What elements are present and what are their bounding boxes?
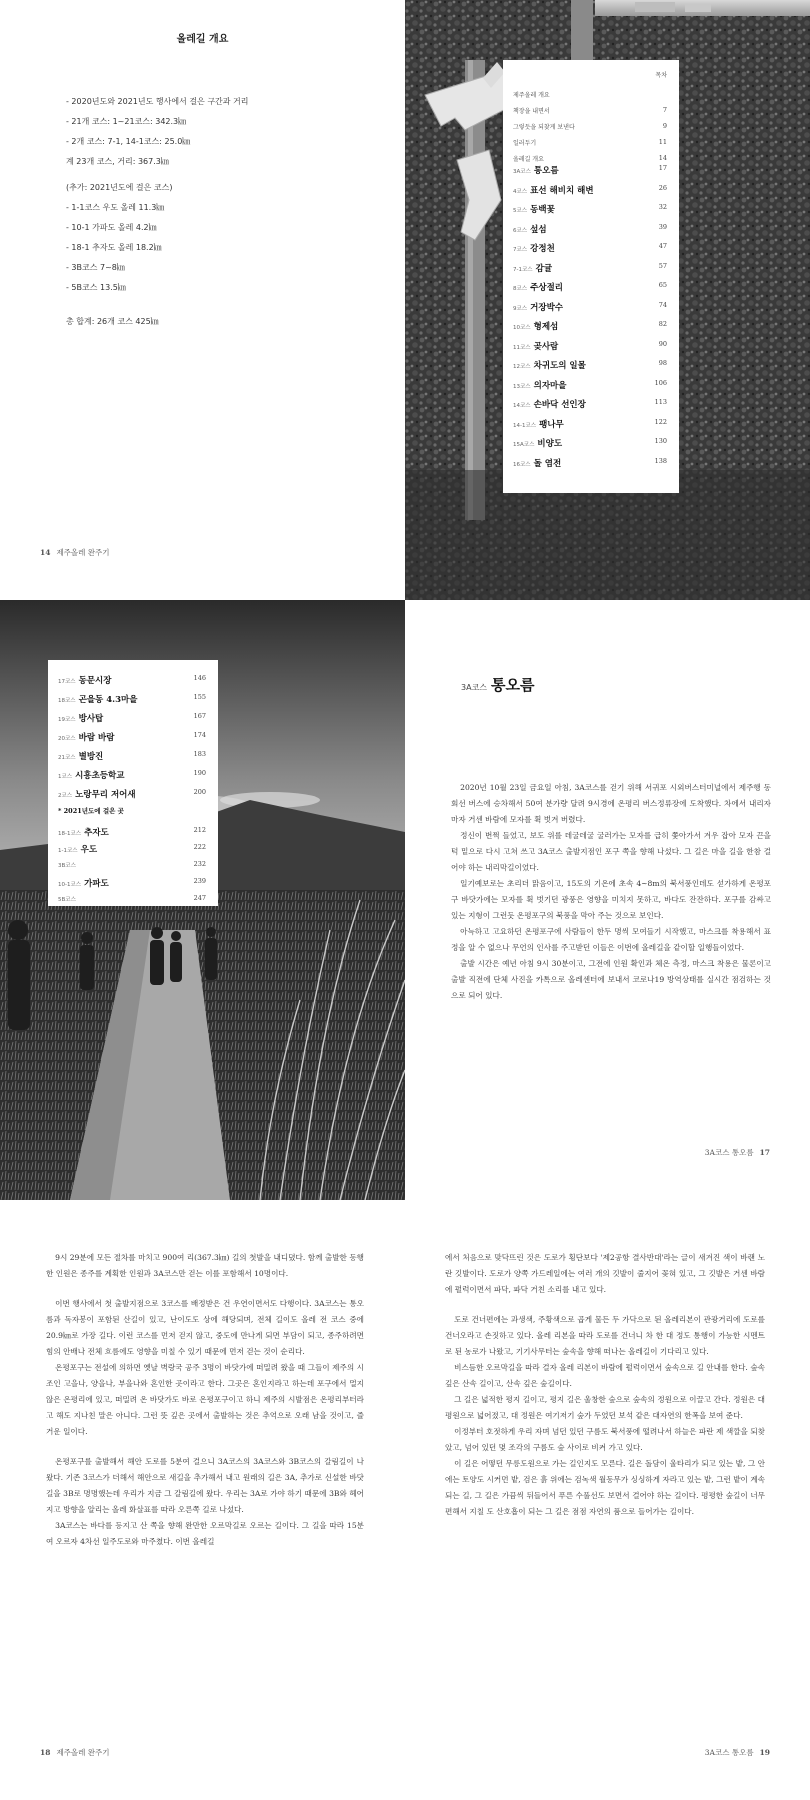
overview-line: (추가: 2021년도에 걸은 코스)	[66, 183, 173, 192]
toc-entry[interactable]	[513, 164, 667, 176]
toc-entry-title: 표선 해비치 해변	[530, 185, 594, 196]
chapter-title: 3A코스 통오름	[704, 1748, 754, 1757]
paragraph: 일기예보로는 초리더 맑음이고, 15도의 기온에 초속 4~8m의 북서풍인데도 섣가하게 온평포구 바닷가에는 모자를 휙 벗기던 광풍은 영향을 미치지 못하고, 바다도 잔잔하다. 포구를 감싸고 있는 지형이 그런듯 온평포구의 북풍을 막아 주는 것으로 보인다.	[451, 879, 771, 920]
toc-page-number: 74	[658, 300, 667, 309]
toc-course-code: 7코스	[513, 247, 528, 253]
toc-entry[interactable]	[513, 457, 667, 469]
page-body-right	[405, 1200, 810, 1800]
toc-entry-title: 팽나무	[539, 419, 564, 430]
toc-entry[interactable]	[58, 894, 206, 904]
toc-course-code: 19코스	[58, 717, 76, 723]
toc-page-number: 174	[193, 731, 206, 739]
toc-course-code: 2코스	[58, 793, 73, 799]
toc-entry-title: 일러두기	[513, 140, 537, 147]
book-title: 제주올레 완주기	[56, 548, 110, 557]
paragraph: 이 길은 어떻던 무릉도원으로 가는 길인지도 모른다. 길은 돌담이 울타리가 되고 있는 밭, 그 안에는 토양도 시커먼 밭, 검은 흙 위에는 검녹색 월동무가 싱싱하게 자라고 있는 밭, 그런 밭이 계속되는 길, 그 길은 가끔씩 뒤들어서 푸른 수풀선도 보면서 걸어야 하는 길이다. 평평한 숲길이 너무 편해서 지칠 도 산호흡이 되는 그 길은 점점 자연의 품으로 들어가는 길이다.	[445, 1459, 765, 1516]
toc-entry[interactable]	[58, 843, 206, 855]
toc-course-code: 5B코스	[58, 897, 76, 903]
toc-entry-title: 방사탑	[78, 714, 104, 724]
overview-line: - 3B코스 7~8㎞	[66, 263, 125, 272]
overview-block-totals	[66, 92, 249, 172]
overview-block-additional	[66, 178, 172, 298]
toc-entry[interactable]	[513, 359, 667, 371]
toc-entry[interactable]	[513, 223, 667, 235]
page-number: 18	[40, 1748, 51, 1757]
toc-entry-title: 돌 염전	[533, 458, 562, 469]
overview-line: - 10-1 가파도 올레 4.2㎞	[66, 223, 157, 232]
paragraph: 이정부터 호젓하게 우리 자며 넘던 있던 구름도 북서풍에 떨려나서 하늘은 파란 제 색깔을 되찾았고, 넘어 있던 몇 조각의 구름도 숲 사이로 비켜 가고 있다.	[445, 1427, 765, 1452]
toc-entry-title: 섶섬	[530, 224, 547, 235]
toc-entry[interactable]	[513, 301, 667, 313]
toc-entry-title: 강정천	[530, 244, 555, 254]
toc-entry-title: 올레길 개요	[513, 156, 544, 163]
toc-page-number: 65	[658, 281, 667, 289]
toc-course-code: 13코스	[513, 383, 531, 390]
toc-page-number: 232	[193, 860, 206, 868]
page-photo-signpost	[405, 0, 810, 600]
toc-page-number: 17	[658, 164, 667, 172]
toc-page-number: 7	[662, 106, 667, 114]
toc-course-code: 3B코스	[58, 863, 76, 869]
page-number: 17	[759, 1148, 770, 1157]
toc-entry[interactable]	[58, 674, 206, 686]
toc-entry-title: 우도	[80, 845, 98, 855]
toc-section-title: * 2021년도에 걸은 곳	[58, 807, 124, 815]
toc-page-number: 146	[193, 674, 206, 682]
page-footer	[40, 547, 110, 558]
toc-page-number: 90	[658, 339, 667, 348]
paragraph: 정신이 번쩍 들었고, 보도 위를 데굴데굴 굴러가는 모자를 급히 쫓아가서 겨우 잡아 모자 끈을 턱 밑으로 다시 고쳐 쓰고 3A코스 출발지점인 포구 쪽을 향해 나섰다. 그 길은 마을 길을 한참 걸어야 하는 내리막길이었다.	[451, 831, 771, 872]
toc-entry[interactable]	[58, 826, 206, 838]
page-number: 19	[759, 1748, 770, 1757]
toc-entry-title: 시흥초등학교	[75, 771, 125, 781]
paragraph: 온평포구는 전설에 의하면 옛날 벽랑국 공주 3명이 바닷가에 떠밀려 왔을 때 그들이 제주의 시조인 고을나, 양을나, 부을나와 혼인한 곳이라고 한다. 그곳은 혼인지라고 하는데 포구에서 멀지 않은 온평리에 있고, 떠밀려 온 바닷가도 바로 온평포구이고 하니 제주의 시발점은 온평리부터라고 해도 지나친 말은 아니다. 그런 뜻 깊은 곳에서 출발하는 것은 추억으로 오래 남을 것이고, 즐거운 일이다.	[46, 1363, 364, 1436]
toc-entry-title: 주상절리	[530, 283, 563, 293]
toc-page-number: 247	[193, 894, 206, 902]
toc-entry[interactable]	[513, 281, 667, 293]
overview-line: - 2개 코스: 7-1, 14-1코스: 25.0㎞	[66, 137, 191, 146]
toc-course-code: 14코스	[513, 403, 531, 409]
paragraph: 온평포구를 출발해서 해안 도로를 5분여 걸으니 3A코스의 3A코스와 3B코스의 갈림길이 나왔다. 기존 3코스가 더해서 해안으로 새길을 추가해서 내고 원래의 길은 3A, 추가로 신설한 바닷길을 3B로 명명했는데 우리가 지금 그 갈림길에 왔다. 우리는 3A로 가야 하기 때문에 3B와 헤어지고 방향을 알리는 올레 화살표를 따라 오른쪽 길로 나섰다.	[46, 1457, 364, 1514]
chapter-heading: 3A코스 통오름	[461, 676, 535, 694]
book-title: 제주올레 완주기	[56, 1748, 110, 1757]
toc-course-code: 1-1코스	[58, 848, 78, 854]
paragraph: 2020년 10월 23일 금요일 아침, 3A코스를 걷기 위해 서귀포 시외버스터미널에서 제주행 동회선 버스에 승차해서 50여 분가량 달려 9시경에 온평리 버스정류장에 도착했다. 차에서 내리자마자 거센 바람에 모자를 휙 벗겨 버렸다.	[451, 783, 771, 824]
toc-entry-title: 차귀도의 일몰	[533, 361, 586, 371]
toc-page-number: 183	[193, 750, 206, 758]
toc-entry[interactable]	[513, 320, 667, 332]
page-chapter-start	[405, 600, 810, 1200]
toc-course-code: 21코스	[58, 755, 76, 761]
toc-entry[interactable]	[58, 731, 206, 743]
overview-line: - 18-1 추자도 올레 18.2㎞	[66, 243, 162, 252]
toc-course-code: 5코스	[513, 208, 528, 214]
toc-entry[interactable]	[513, 379, 667, 391]
toc-course-code: 10코스	[513, 325, 531, 331]
toc-entry-title: 비양도	[537, 439, 563, 449]
page-body-left	[0, 1200, 405, 1800]
toc-entry-title: 통오름	[533, 166, 559, 176]
toc-entry-title: 형제섬	[533, 322, 559, 332]
overview-line: - 1-1코스 우도 올레 11.3㎞	[66, 203, 165, 212]
toc-entry[interactable]	[513, 106, 667, 115]
toc-entry-title: 동백꽃	[530, 205, 555, 215]
toc-page-number: 98	[658, 359, 667, 367]
toc-course-code: 18-1코스	[58, 831, 82, 837]
body-text	[445, 1250, 765, 1520]
toc-entry[interactable]	[513, 90, 667, 99]
paragraph: 이번 행사에서 첫 출발지점으로 3코스를 배정받은 건 우연이면서도 다행이다. 3A코스는 통오름과 독자봉이 포함된 산길이 있고, 난이도도 상에 해당되며, 전체 길이도 올레 전 코스 중에 20.9㎞로 가장 길다. 이런 코스를 먼저 걷지 않고, 중도에 만나게 되면 부담이 되고, 종주하려면 힘의 안배나 전체 흐름에도 영향을 미칠 수 있기 때문에 먼저 걷는 것이 순리다.	[46, 1299, 364, 1356]
toc-entry[interactable]	[513, 262, 667, 274]
toc-page-number: 122	[654, 417, 667, 426]
page-photo-walkers	[0, 600, 405, 1200]
overview-title: 올레길 개요	[176, 34, 229, 45]
page-footer	[40, 1747, 110, 1758]
toc-page-number: 113	[654, 398, 667, 406]
body-text	[46, 1250, 364, 1550]
toc-page-number: 26	[658, 183, 667, 192]
toc-entry[interactable]	[513, 184, 667, 196]
toc-entry[interactable]	[58, 877, 206, 889]
overview-line: - 2020년도와 2021년도 행사에서 걸은 구간과 거리	[66, 97, 249, 106]
toc-page-number: 200	[193, 788, 206, 796]
toc-entry-title: 책장을 내면서	[513, 108, 550, 115]
toc-entry-title: 가파도	[84, 879, 109, 889]
toc-course-code: 1코스	[58, 774, 73, 780]
toc-course-code: 15A코스	[513, 442, 535, 448]
toc-entry-title: 노랑무리 저어새	[75, 790, 136, 800]
toc-entry[interactable]	[513, 138, 667, 147]
toc-entry-title: 감귤	[535, 263, 553, 274]
toc-course-code: 7-1코스	[513, 266, 533, 273]
toc-entry[interactable]	[513, 154, 667, 163]
toc-entry[interactable]	[513, 242, 667, 254]
toc-section-heading	[58, 806, 206, 815]
toc-page-number: 32	[658, 203, 667, 211]
page-overview	[0, 0, 405, 600]
chapter-body-text	[451, 780, 771, 1004]
toc-entry[interactable]	[58, 712, 206, 724]
toc-course-code: 11코스	[513, 344, 531, 351]
table-of-contents-continued	[48, 660, 218, 906]
table-of-contents	[503, 60, 679, 493]
toc-page-number: 190	[193, 769, 206, 777]
page-footer	[705, 1147, 770, 1158]
toc-entry[interactable]	[513, 122, 667, 131]
toc-page-number: 106	[654, 378, 667, 387]
toc-course-code: 16코스	[513, 461, 531, 468]
toc-label: 목차	[655, 72, 667, 79]
toc-page-number: 39	[658, 222, 667, 231]
toc-page-number: 82	[658, 320, 667, 328]
toc-course-code: 12코스	[513, 364, 531, 370]
toc-entry[interactable]	[513, 340, 667, 352]
toc-page-number: 155	[193, 693, 206, 701]
toc-course-code: 4코스	[513, 188, 528, 195]
page-footer	[705, 1747, 770, 1758]
toc-entry-title: 바람 바람	[78, 733, 115, 743]
paragraph: 도로 건너편에는 과생색, 주황색으로 곱게 물든 두 가닥으로 된 올레리본이 관광거리에 도로를 건너오라고 손짓하고 있다. 올레 리본을 따라 도로를 건너니 차 한 대 정도 통행이 가능한 시멘트로 된 농로가 나왔고, 기기사무터는 숲속을 향해 떠나는 올레길이 기다리고 있다.	[445, 1315, 765, 1356]
toc-entry-title: 그렇듯을 되찾게 보낸다	[513, 124, 575, 131]
toc-page-number: 130	[654, 437, 667, 445]
toc-page-number: 47	[658, 242, 667, 250]
page-number: 14	[40, 548, 51, 557]
toc-page-number: 222	[193, 843, 206, 851]
overview-total: 총 합계: 26개 코스 425㎞	[66, 317, 159, 326]
toc-course-code: 18코스	[58, 698, 76, 704]
toc-page-number: 239	[193, 877, 206, 885]
toc-page-number: 138	[654, 456, 667, 465]
chapter-title: 3A코스 통오름	[704, 1148, 754, 1157]
toc-entry-title: 추자도	[84, 828, 109, 838]
paragraph: 출발 시간은 예년 아침 9시 30분이고, 그전에 인원 확인과 체온 측정, 마스크 착용은 물론이고 출발 직전에 단체 사진을 카톡으로 올레센터에 보내서 코로나19 방역상태를 실시간 점검하는 것으로 되어 있다.	[451, 959, 771, 1000]
toc-entry[interactable]	[58, 788, 206, 800]
toc-course-code: 3A코스	[513, 169, 531, 175]
toc-page-number: 212	[193, 826, 206, 834]
paragraph: 비스듬한 오르막길을 따라 걸자 올레 리본이 바람에 펄럭이면서 숲속으로 길 안내를 한다. 숲속 깊은 산속 길이고, 산속 깊은 숲길이다.	[445, 1363, 765, 1388]
toc-entry-title: 곤을동 4.3마을	[78, 695, 138, 705]
toc-course-code: 14-1코스	[513, 422, 537, 429]
toc-entry-title: 동문시장	[78, 676, 112, 686]
paragraph: 3A코스는 바다를 등지고 산 쪽을 향해 완만한 오르막길로 오르는 길이다. 그 길을 따라 15분여 오르자 4차선 일주도로와 마주쳤다. 이번 올레길	[46, 1521, 364, 1546]
overview-line: - 21개 코스: 1~21코스: 342.3㎞	[66, 117, 187, 126]
toc-entry[interactable]	[513, 203, 667, 215]
toc-entry-title: 손바닥 선인장	[533, 400, 586, 410]
toc-page-number: 14	[658, 154, 667, 162]
toc-entry[interactable]	[58, 860, 206, 870]
overview-line: - 5B코스 13.5㎞	[66, 283, 126, 292]
overview-line: 계 23개 코스, 거리: 367.3㎞	[66, 157, 169, 166]
toc-entry[interactable]	[58, 693, 206, 705]
toc-entry[interactable]	[58, 769, 206, 781]
paragraph: 그 길은 넓적한 평지 길이고, 평지 길은 울창한 숲으로 숲속의 정원으로 이끌고 간다. 정원은 대평원으로 넓어졌고, 대 정원은 여기저기 숲가 두었던 보석 같은 대자연의 한폭을 보여 준다.	[445, 1395, 765, 1420]
paragraph: 에서 처음으로 맞닥뜨린 것은 도로가 횡단보다 '제2공항 결사반대'라는 글이 새겨진 색이 바랜 노란 깃발이다. 도로가 양쪽 가드레일에는 여러 개의 깃발이 줄지어 꽂혀 있고, 그 깃발은 거센 바람에 펄럭이면서 파닥, 파닥 거친 소리를 내고 있다.	[445, 1253, 765, 1294]
toc-page-number: 11	[658, 138, 667, 146]
toc-entry-title: 의자마을	[533, 380, 567, 391]
toc-course-code: 17코스	[58, 679, 76, 685]
toc-course-code: 6코스	[513, 227, 528, 234]
toc-page-number: 9	[662, 122, 667, 130]
toc-page-number: 167	[193, 712, 206, 720]
toc-entry[interactable]	[513, 437, 667, 449]
toc-entry-title: 제주올레 개요	[513, 92, 550, 99]
toc-entry[interactable]	[513, 398, 667, 410]
toc-course-code: 8코스	[513, 286, 528, 292]
toc-entry-title: 거장박수	[530, 302, 563, 313]
toc-course-code: 10-1코스	[58, 882, 82, 888]
toc-course-code: 20코스	[58, 736, 76, 742]
paragraph: 9시 29분에 모든 절차를 마치고 900여 리(367.3㎞) 길의 첫발을 내디뎠다. 함께 출발한 동행한 인원은 종주를 계획한 인원과 3A코스만 걷는 이를 포함해서 10명이다.	[46, 1253, 364, 1278]
toc-entry-title: 곶사람	[533, 341, 559, 352]
toc-entry-title: 별방진	[78, 752, 104, 762]
toc-entry[interactable]	[58, 750, 206, 762]
paragraph: 아늑하고 고요하던 온평포구에 사람들이 한두 명씩 모여들기 시작했고, 마스크를 착용해서 표정을 알 수 없으나 무언의 인사를 주고받던 이들은 이번에 올레길을 같이할 일행들이었다.	[451, 927, 771, 952]
toc-page-number: 57	[658, 261, 667, 270]
toc-entry[interactable]	[513, 418, 667, 430]
toc-course-code: 9코스	[513, 305, 528, 312]
